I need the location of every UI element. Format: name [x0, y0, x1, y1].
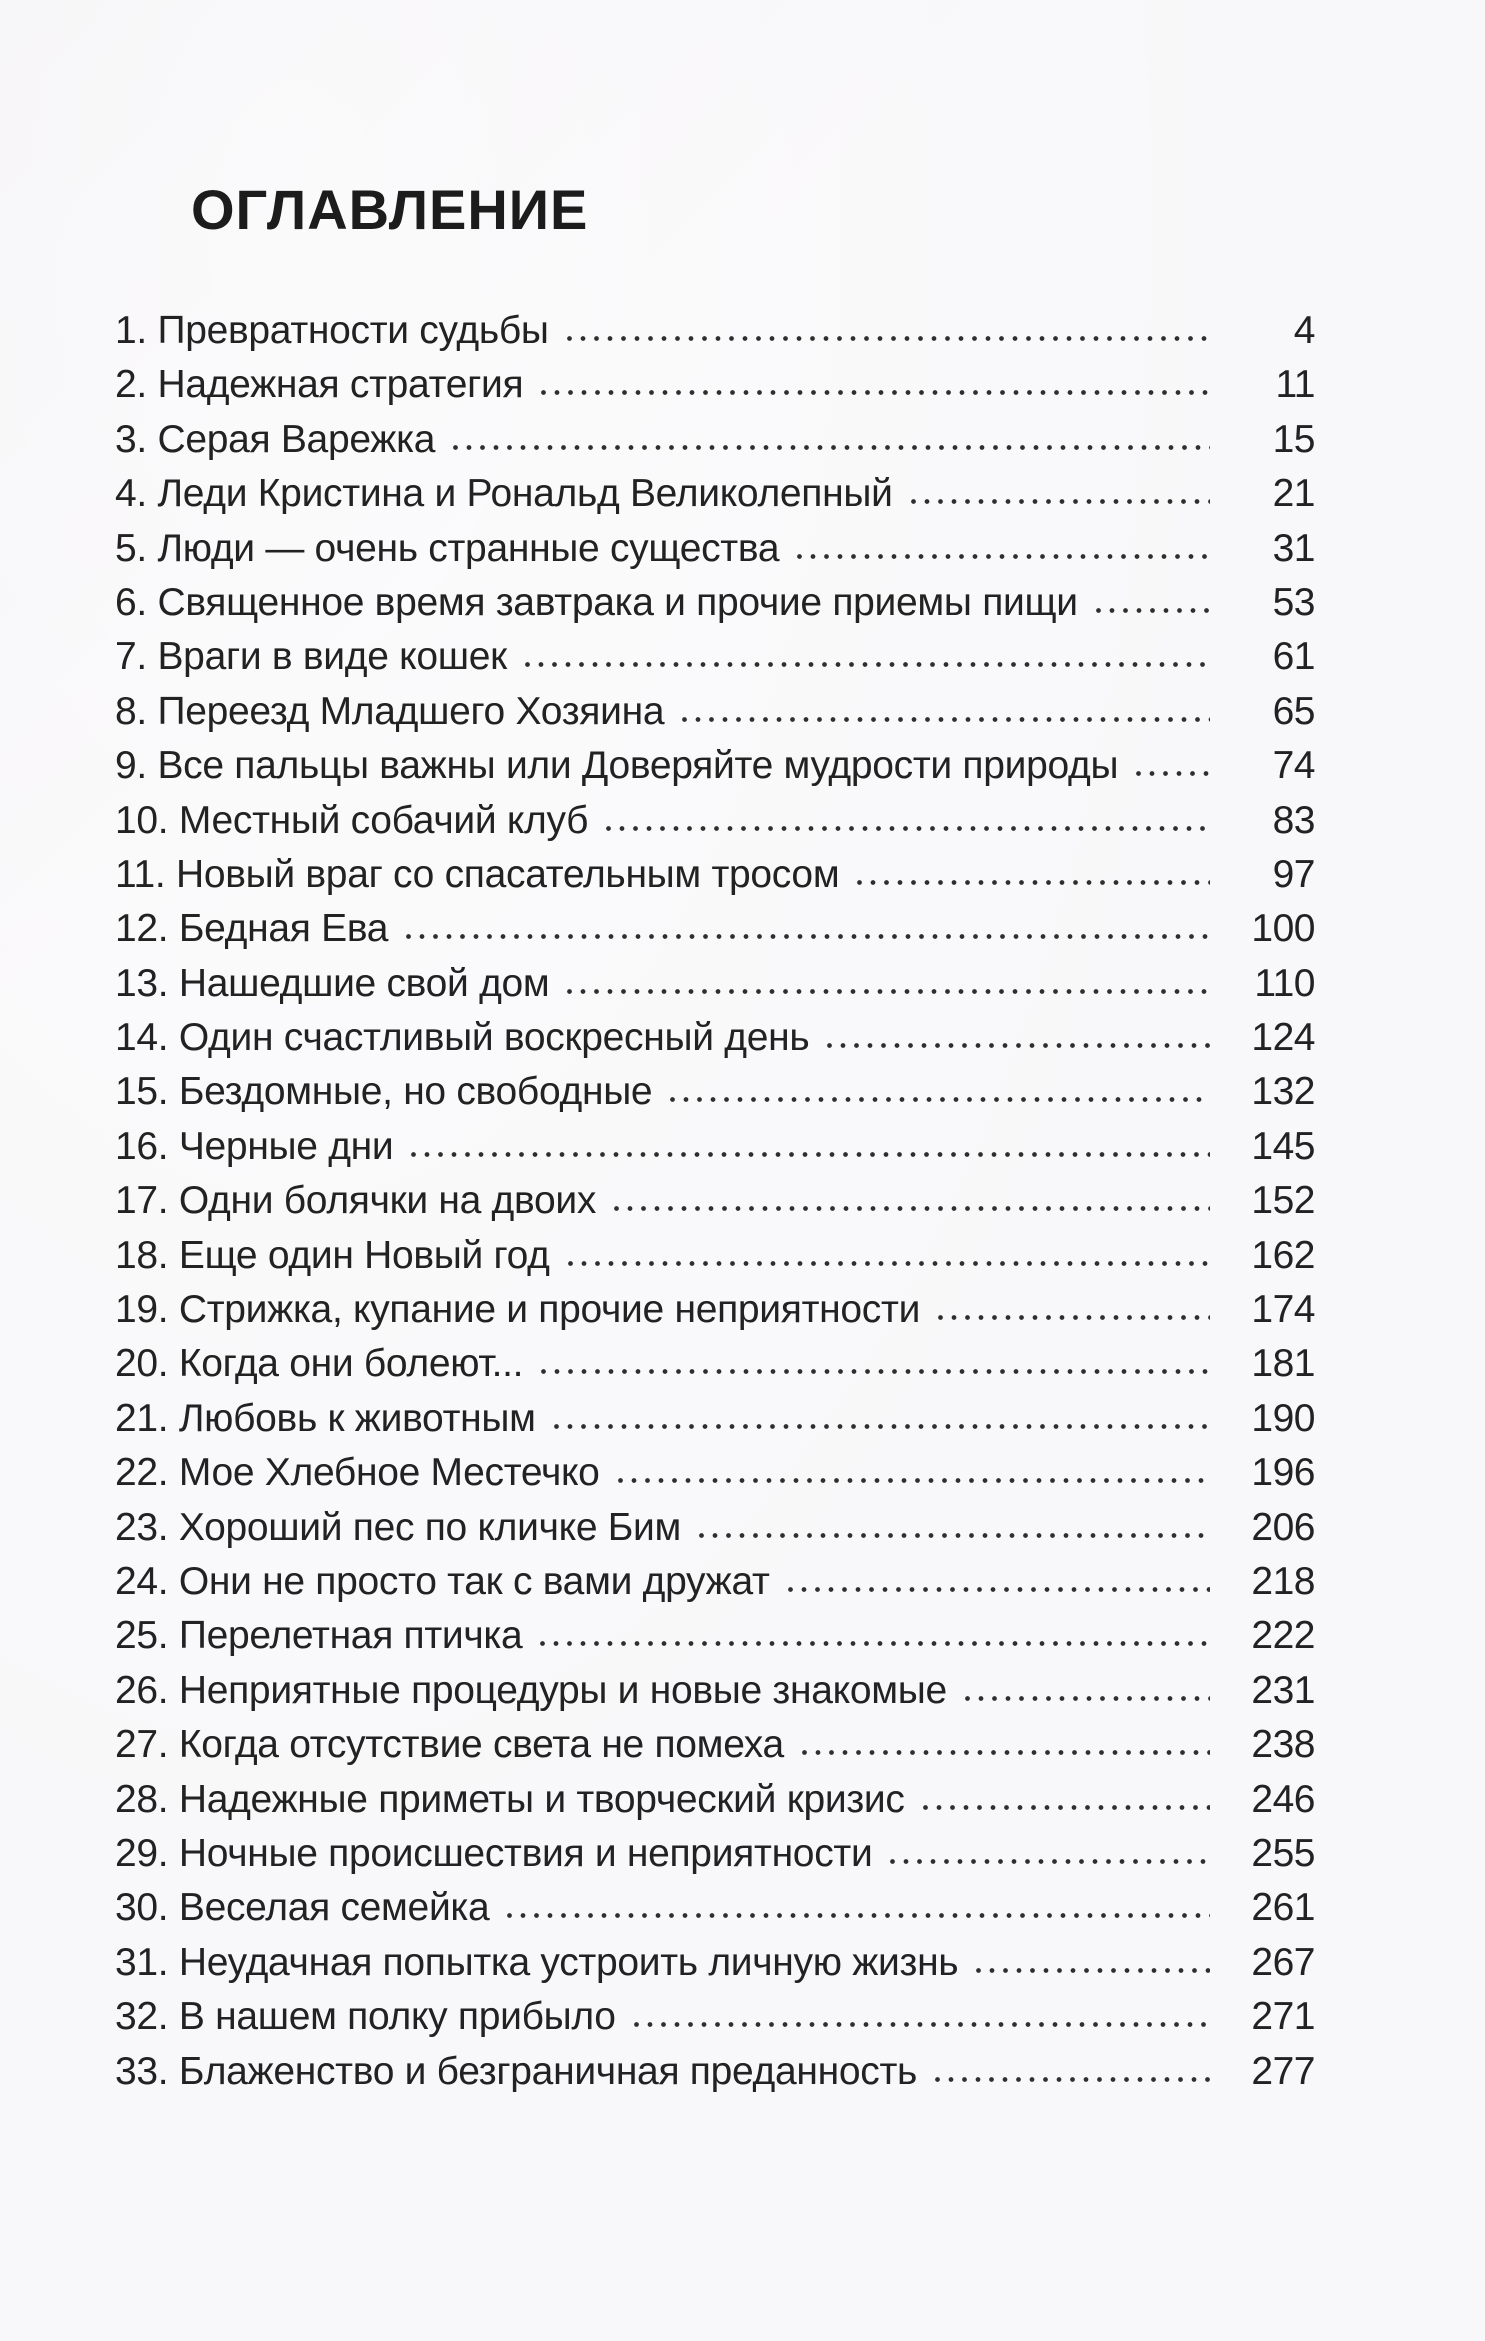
toc-entry	[115, 902, 1315, 956]
toc-entry-page: 261	[1251, 1886, 1315, 1930]
toc-entry	[115, 1011, 1315, 1065]
dot-leader	[827, 1041, 1210, 1050]
toc-entry-label: 20. Когда они болеют...	[115, 1342, 524, 1386]
page-title: ОГЛАВЛЕНИЕ	[191, 178, 589, 241]
toc-entry	[115, 1446, 1315, 1500]
dot-leader	[682, 715, 1210, 724]
dot-leader	[699, 1531, 1210, 1540]
toc-entry-page: 255	[1251, 1831, 1315, 1875]
dot-leader	[965, 1694, 1210, 1703]
toc-entry	[115, 1990, 1315, 2044]
dot-leader	[890, 1857, 1210, 1866]
dot-leader	[857, 878, 1210, 887]
toc-entry-label: 30. Веселая семейка	[115, 1886, 490, 1930]
dot-leader	[567, 987, 1210, 996]
toc-entry-label: 21. Любовь к животным	[115, 1396, 536, 1440]
dot-leader	[411, 1150, 1210, 1159]
dot-leader	[670, 1095, 1210, 1104]
toc-entry-label: 27. Когда отсутствие света не помеха	[115, 1723, 784, 1767]
toc-entry-label: 1. Превратности судьбы	[115, 309, 549, 352]
dot-leader	[507, 1911, 1210, 1920]
dot-leader	[797, 552, 1210, 561]
toc-list	[115, 304, 1315, 2099]
dot-leader	[788, 1585, 1210, 1594]
dot-leader	[802, 1748, 1210, 1757]
toc-entry	[115, 522, 1315, 576]
dot-leader	[540, 1639, 1210, 1648]
dot-leader	[1096, 606, 1210, 615]
toc-entry-page: 181	[1251, 1342, 1315, 1386]
toc-entry	[115, 576, 1315, 630]
toc-entry	[115, 957, 1315, 1011]
dot-leader	[923, 1803, 1210, 1812]
toc-entry-page: 174	[1251, 1288, 1315, 1332]
toc-entry-label: 26. Неприятные процедуры и новые знакомые	[115, 1668, 947, 1712]
toc-entry-label: 17. Одни болячки на двоих	[115, 1179, 597, 1223]
toc-entry	[115, 1120, 1315, 1174]
dot-leader	[567, 334, 1210, 343]
toc-entry	[115, 1337, 1315, 1391]
dot-leader	[1136, 769, 1210, 778]
dot-leader	[938, 1313, 1210, 1322]
toc-entry-label: 29. Ночные происшествия и неприятности	[115, 1831, 873, 1875]
toc-entry-page: 132	[1251, 1070, 1315, 1114]
toc-entry	[115, 413, 1315, 467]
toc-entry-page: 65	[1272, 689, 1315, 733]
toc-entry-page: 277	[1251, 2049, 1315, 2093]
toc-entry	[115, 1555, 1315, 1609]
toc-entry-label: 8. Переезд Младшего Хозяина	[115, 689, 665, 733]
toc-entry-label: 25. Перелетная птичка	[115, 1614, 523, 1658]
toc-entry-label: 10. Местный собачий клуб	[115, 798, 589, 842]
toc-entry-label: 4. Леди Кристина и Рональд Великолепный	[115, 472, 893, 516]
toc-entry-page: 218	[1251, 1559, 1315, 1603]
toc-entry	[115, 1174, 1315, 1228]
dot-leader	[935, 2075, 1210, 2084]
toc-entry	[115, 1392, 1315, 1446]
toc-entry-page: 196	[1251, 1451, 1315, 1495]
toc-entry-label: 6. Священное время завтрака и прочие приемы пищи	[115, 580, 1078, 624]
toc-entry	[115, 1283, 1315, 1337]
dot-leader	[634, 2020, 1210, 2029]
dot-leader	[618, 1476, 1210, 1485]
toc-entry-label: 3. Серая Варежка	[115, 417, 436, 461]
toc-entry-page: 222	[1251, 1614, 1315, 1658]
toc-entry-page: 271	[1251, 1995, 1315, 2039]
toc-entry-label: 12. Бедная Ева	[115, 907, 389, 951]
toc-entry-label: 19. Стрижка, купание и прочие неприятности	[115, 1288, 921, 1332]
toc-entry-page: 110	[1254, 961, 1315, 1005]
toc-entry-page: 74	[1272, 744, 1315, 788]
toc-entry-label: 14. Один счастливый воскресный день	[115, 1016, 810, 1060]
toc-entry-page: 4	[1293, 309, 1315, 352]
toc-entry-page: 100	[1251, 907, 1315, 951]
toc-entry-page: 145	[1251, 1124, 1315, 1168]
toc-entry-page: 231	[1251, 1668, 1315, 1712]
toc-entry	[115, 630, 1315, 684]
toc-entry	[115, 1936, 1315, 1990]
toc-entry	[115, 1609, 1315, 1663]
toc-entry-page: 21	[1272, 472, 1315, 516]
toc-entry-label: 7. Враги в виде кошек	[115, 635, 507, 679]
toc-entry-label: 16. Черные дни	[115, 1124, 394, 1168]
dot-leader	[541, 1367, 1210, 1376]
toc-entry-page: 11	[1275, 363, 1315, 407]
toc-entry-page: 267	[1251, 1940, 1315, 1984]
toc-entry-page: 152	[1251, 1179, 1315, 1223]
toc-entry-page: 162	[1251, 1233, 1315, 1277]
toc-entry-label: 32. В нашем полку прибыло	[115, 1995, 616, 2039]
dot-leader	[554, 1422, 1210, 1431]
dot-leader	[541, 388, 1210, 397]
toc-entry	[115, 1501, 1315, 1555]
toc-entry	[115, 1881, 1315, 1935]
dot-leader	[525, 660, 1210, 669]
toc-entry	[115, 739, 1315, 793]
toc-entry-label: 28. Надежные приметы и творческий кризис	[115, 1777, 905, 1821]
toc-entry-label: 5. Люди — очень странные существа	[115, 526, 780, 570]
toc-entry-label: 15. Бездомные, но свободные	[115, 1070, 653, 1114]
dot-leader	[568, 1259, 1210, 1268]
toc-entry	[115, 2045, 1315, 2099]
toc-entry-label: 11. Новый враг со спасательным тросом	[115, 852, 840, 896]
toc-entry-label: 33. Блаженство и безграничная преданность	[115, 2049, 918, 2093]
toc-entry-page: 246	[1251, 1777, 1315, 1821]
dot-leader	[614, 1204, 1210, 1213]
toc-entry-page: 83	[1272, 798, 1315, 842]
toc-entry-page: 97	[1272, 852, 1315, 896]
dot-leader	[911, 497, 1210, 506]
toc-entry-label: 22. Мое Хлебное Местечко	[115, 1451, 600, 1495]
toc-entry-page: 61	[1272, 635, 1315, 679]
toc-entry-label: 2. Надежная стратегия	[115, 363, 524, 407]
toc-entry	[115, 1065, 1315, 1119]
toc-entry	[115, 685, 1315, 739]
toc-entry-page: 124	[1251, 1016, 1315, 1060]
toc-entry-page: 31	[1272, 526, 1315, 570]
toc-entry-label: 23. Хороший пес по кличке Бим	[115, 1505, 682, 1549]
dot-leader	[453, 443, 1210, 452]
dot-leader	[406, 932, 1210, 941]
toc-entry-label: 13. Нашедшие свой дом	[115, 961, 550, 1005]
toc-entry-label: 9. Все пальцы важны или Доверяйте мудрости природы	[115, 744, 1119, 788]
toc-entry	[115, 304, 1315, 358]
toc-entry	[115, 794, 1315, 848]
toc-entry-page: 238	[1251, 1723, 1315, 1767]
toc-entry	[115, 1718, 1315, 1772]
toc-entry	[115, 358, 1315, 412]
dot-leader	[976, 1966, 1210, 1975]
toc-entry	[115, 1773, 1315, 1827]
toc-entry-page: 53	[1272, 580, 1315, 624]
toc-entry-label: 31. Неудачная попытка устроить личную жизнь	[115, 1940, 959, 1984]
toc-entry	[115, 1229, 1315, 1283]
toc-entry	[115, 1664, 1315, 1718]
toc-entry	[115, 848, 1315, 902]
toc-entry-page: 206	[1251, 1505, 1315, 1549]
toc-entry	[115, 467, 1315, 521]
dot-leader	[606, 824, 1210, 833]
toc-entry	[115, 1827, 1315, 1881]
toc-entry-page: 15	[1272, 417, 1315, 461]
toc-entry-label: 24. Они не просто так с вами дружат	[115, 1559, 770, 1603]
toc-entry-page: 190	[1251, 1396, 1315, 1440]
toc-entry-label: 18. Еще один Новый год	[115, 1233, 550, 1277]
